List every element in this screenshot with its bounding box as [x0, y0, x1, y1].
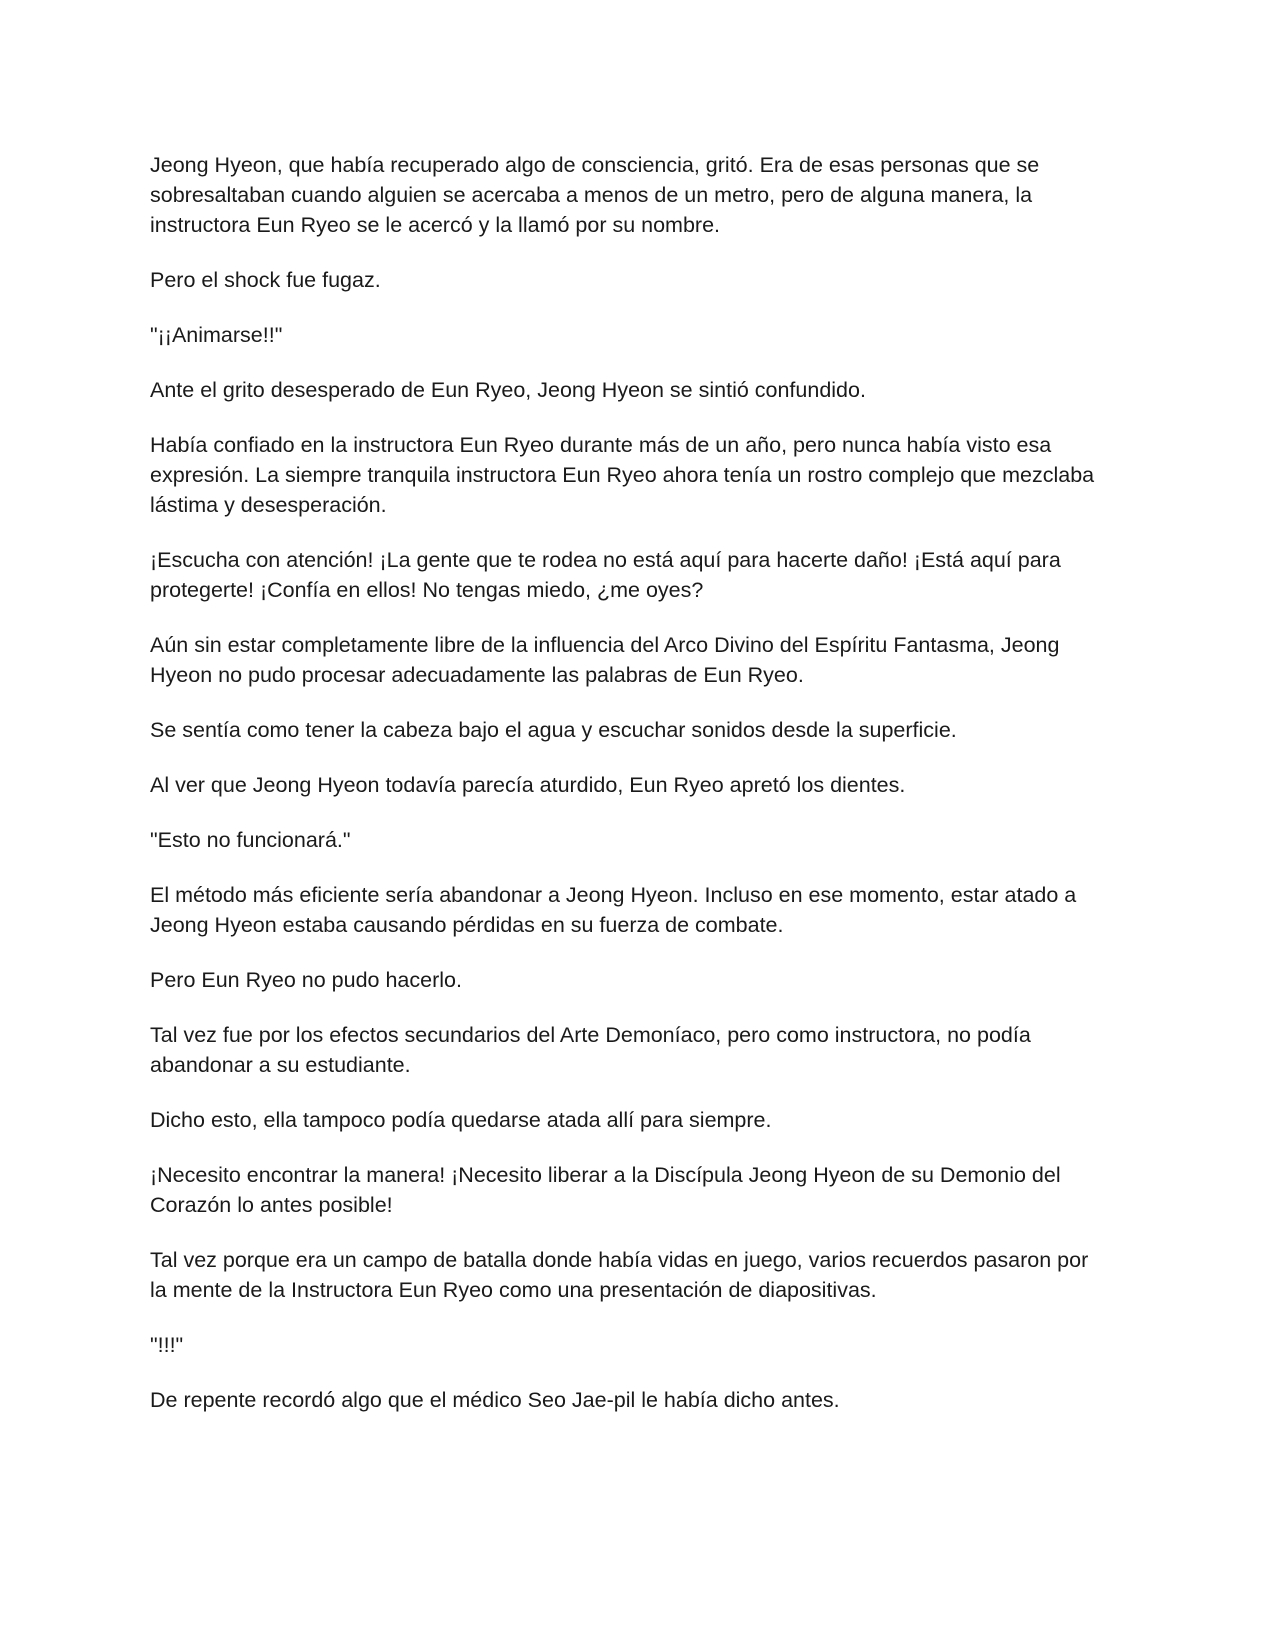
paragraph: Dicho esto, ella tampoco podía quedarse atada allí para siempre. [150, 1108, 772, 1132]
paragraph: Había confiado en la instructora Eun Ryeo durante más de un año, pero nunca había visto esa expresión. La siempre tranquila instructora Eun Ryeo ahora tenía un rostro complejo que mezclaba lástima y desesperación. [150, 433, 1095, 517]
paragraph: Pero Eun Ryeo no pudo hacerlo. [150, 968, 462, 992]
paragraph: Jeong Hyeon, que había recuperado algo de consciencia, gritó. Era de esas personas que se sobresaltaban cuando alguien se acercaba a menos de un metro, pero de alguna manera, la instructora Eun Ryeo se le acercó y la llamó por su nombre. [150, 153, 1040, 237]
paragraph: El método más eficiente sería abandonar a Jeong Hyeon. Incluso en ese momento, estar atado a Jeong Hyeon estaba causando pérdidas en su fuerza de combate. [150, 883, 1077, 937]
paragraph: Ante el grito desesperado de Eun Ryeo, Jeong Hyeon se sintió confundido. [150, 378, 866, 402]
paragraph: Al ver que Jeong Hyeon todavía parecía aturdido, Eun Ryeo apretó los dientes. [150, 773, 906, 797]
paragraph: "¡¡Animarse!!" [150, 323, 283, 347]
document-body [150, 150, 1110, 1440]
paragraph: Aún sin estar completamente libre de la influencia del Arco Divino del Espíritu Fantasma, Jeong Hyeon no pudo procesar adecuadamente las palabras de Eun Ryeo. [150, 633, 1060, 687]
paragraph: Tal vez fue por los efectos secundarios del Arte Demoníaco, pero como instructora, no podía abandonar a su estudiante. [150, 1023, 1031, 1077]
paragraph: Tal vez porque era un campo de batalla donde había vidas en juego, varios recuerdos pasaron por la mente de la Instructora Eun Ryeo como una presentación de diapositivas. [150, 1248, 1089, 1302]
paragraph: Pero el shock fue fugaz. [150, 268, 381, 292]
paragraph: ¡Necesito encontrar la manera! ¡Necesito liberar a la Discípula Jeong Hyeon de su Demonio del Corazón lo antes posible! [150, 1163, 1061, 1217]
paragraph: "Esto no funcionará." [150, 828, 351, 852]
paragraph: De repente recordó algo que el médico Seo Jae-pil le había dicho antes. [150, 1388, 840, 1412]
paragraph: "!!!" [150, 1333, 184, 1357]
paragraph: Se sentía como tener la cabeza bajo el agua y escuchar sonidos desde la superficie. [150, 718, 957, 742]
paragraph: ¡Escucha con atención! ¡La gente que te rodea no está aquí para hacerte daño! ¡Está aquí para protegerte! ¡Confía en ellos! No tengas miedo, ¿me oyes? [150, 548, 1061, 602]
